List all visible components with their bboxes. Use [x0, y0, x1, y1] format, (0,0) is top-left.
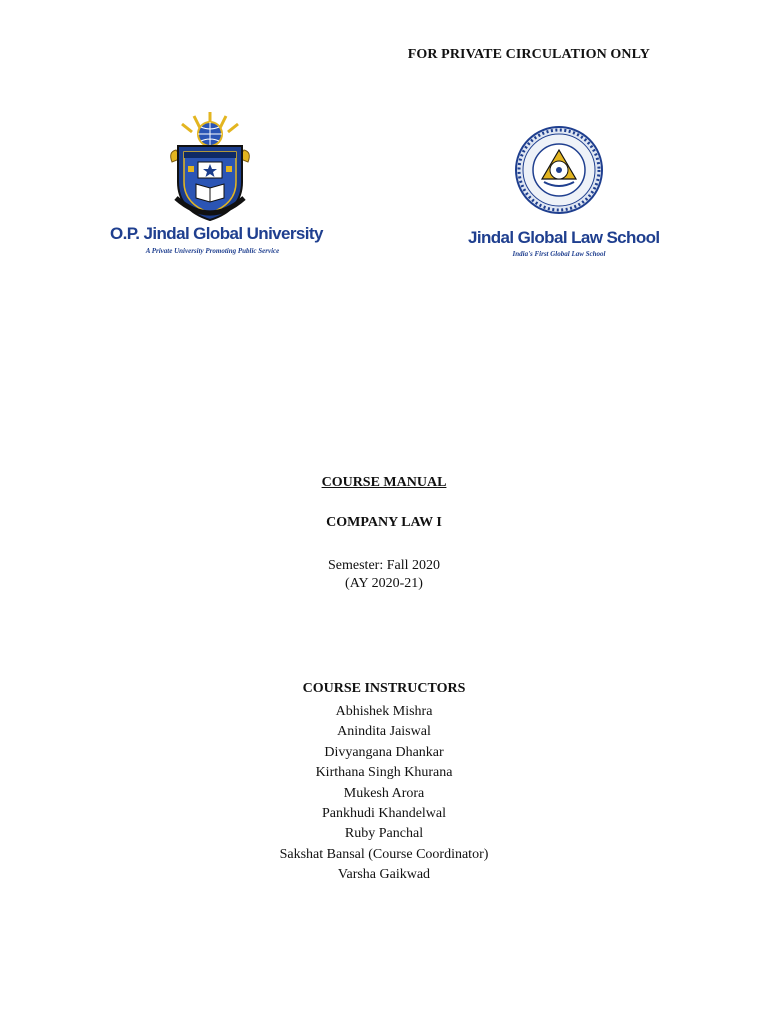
instructor-name: Sakshat Bansal (Course Coordinator)	[279, 846, 489, 862]
instructor-name: Pankhudi Khandelwal	[321, 806, 447, 822]
semester-block	[0, 557, 768, 593]
law-school-seal-icon	[468, 124, 650, 224]
law-school-logo	[468, 124, 660, 262]
circulation-notice: FOR PRIVATE CIRCULATION ONLY	[407, 47, 650, 62]
instructor-name: Ruby Panchal	[344, 826, 424, 842]
instructors-heading: COURSE INSTRUCTORS	[302, 681, 466, 696]
law-school-tagline: India's First Global Law School	[512, 250, 606, 258]
university-logo	[110, 108, 323, 260]
university-tagline: A Private University Promoting Public Service	[145, 247, 280, 255]
course-manual-title: COURSE MANUAL	[321, 475, 447, 490]
instructor-name: Varsha Gaikwad	[337, 867, 431, 883]
law-school-name: Jindal Global Law School	[468, 228, 660, 247]
semester-text: Semester: Fall 2020	[328, 558, 440, 573]
instructor-name: Mukesh Arora	[343, 785, 425, 801]
university-name: O.P. Jindal Global University	[110, 224, 323, 243]
instructor-name: Kirthana Singh Khurana	[315, 765, 453, 781]
instructor-name: Divyangana Dhankar	[324, 744, 444, 760]
university-crest-icon	[110, 108, 315, 224]
instructors-list	[0, 702, 768, 886]
instructor-name: Anindita Jaiswal	[337, 724, 431, 740]
course-name: COMPANY LAW I	[326, 515, 442, 530]
instructor-name: Abhishek Mishra	[335, 704, 433, 719]
academic-year-text: (AY 2020-21)	[345, 576, 423, 591]
